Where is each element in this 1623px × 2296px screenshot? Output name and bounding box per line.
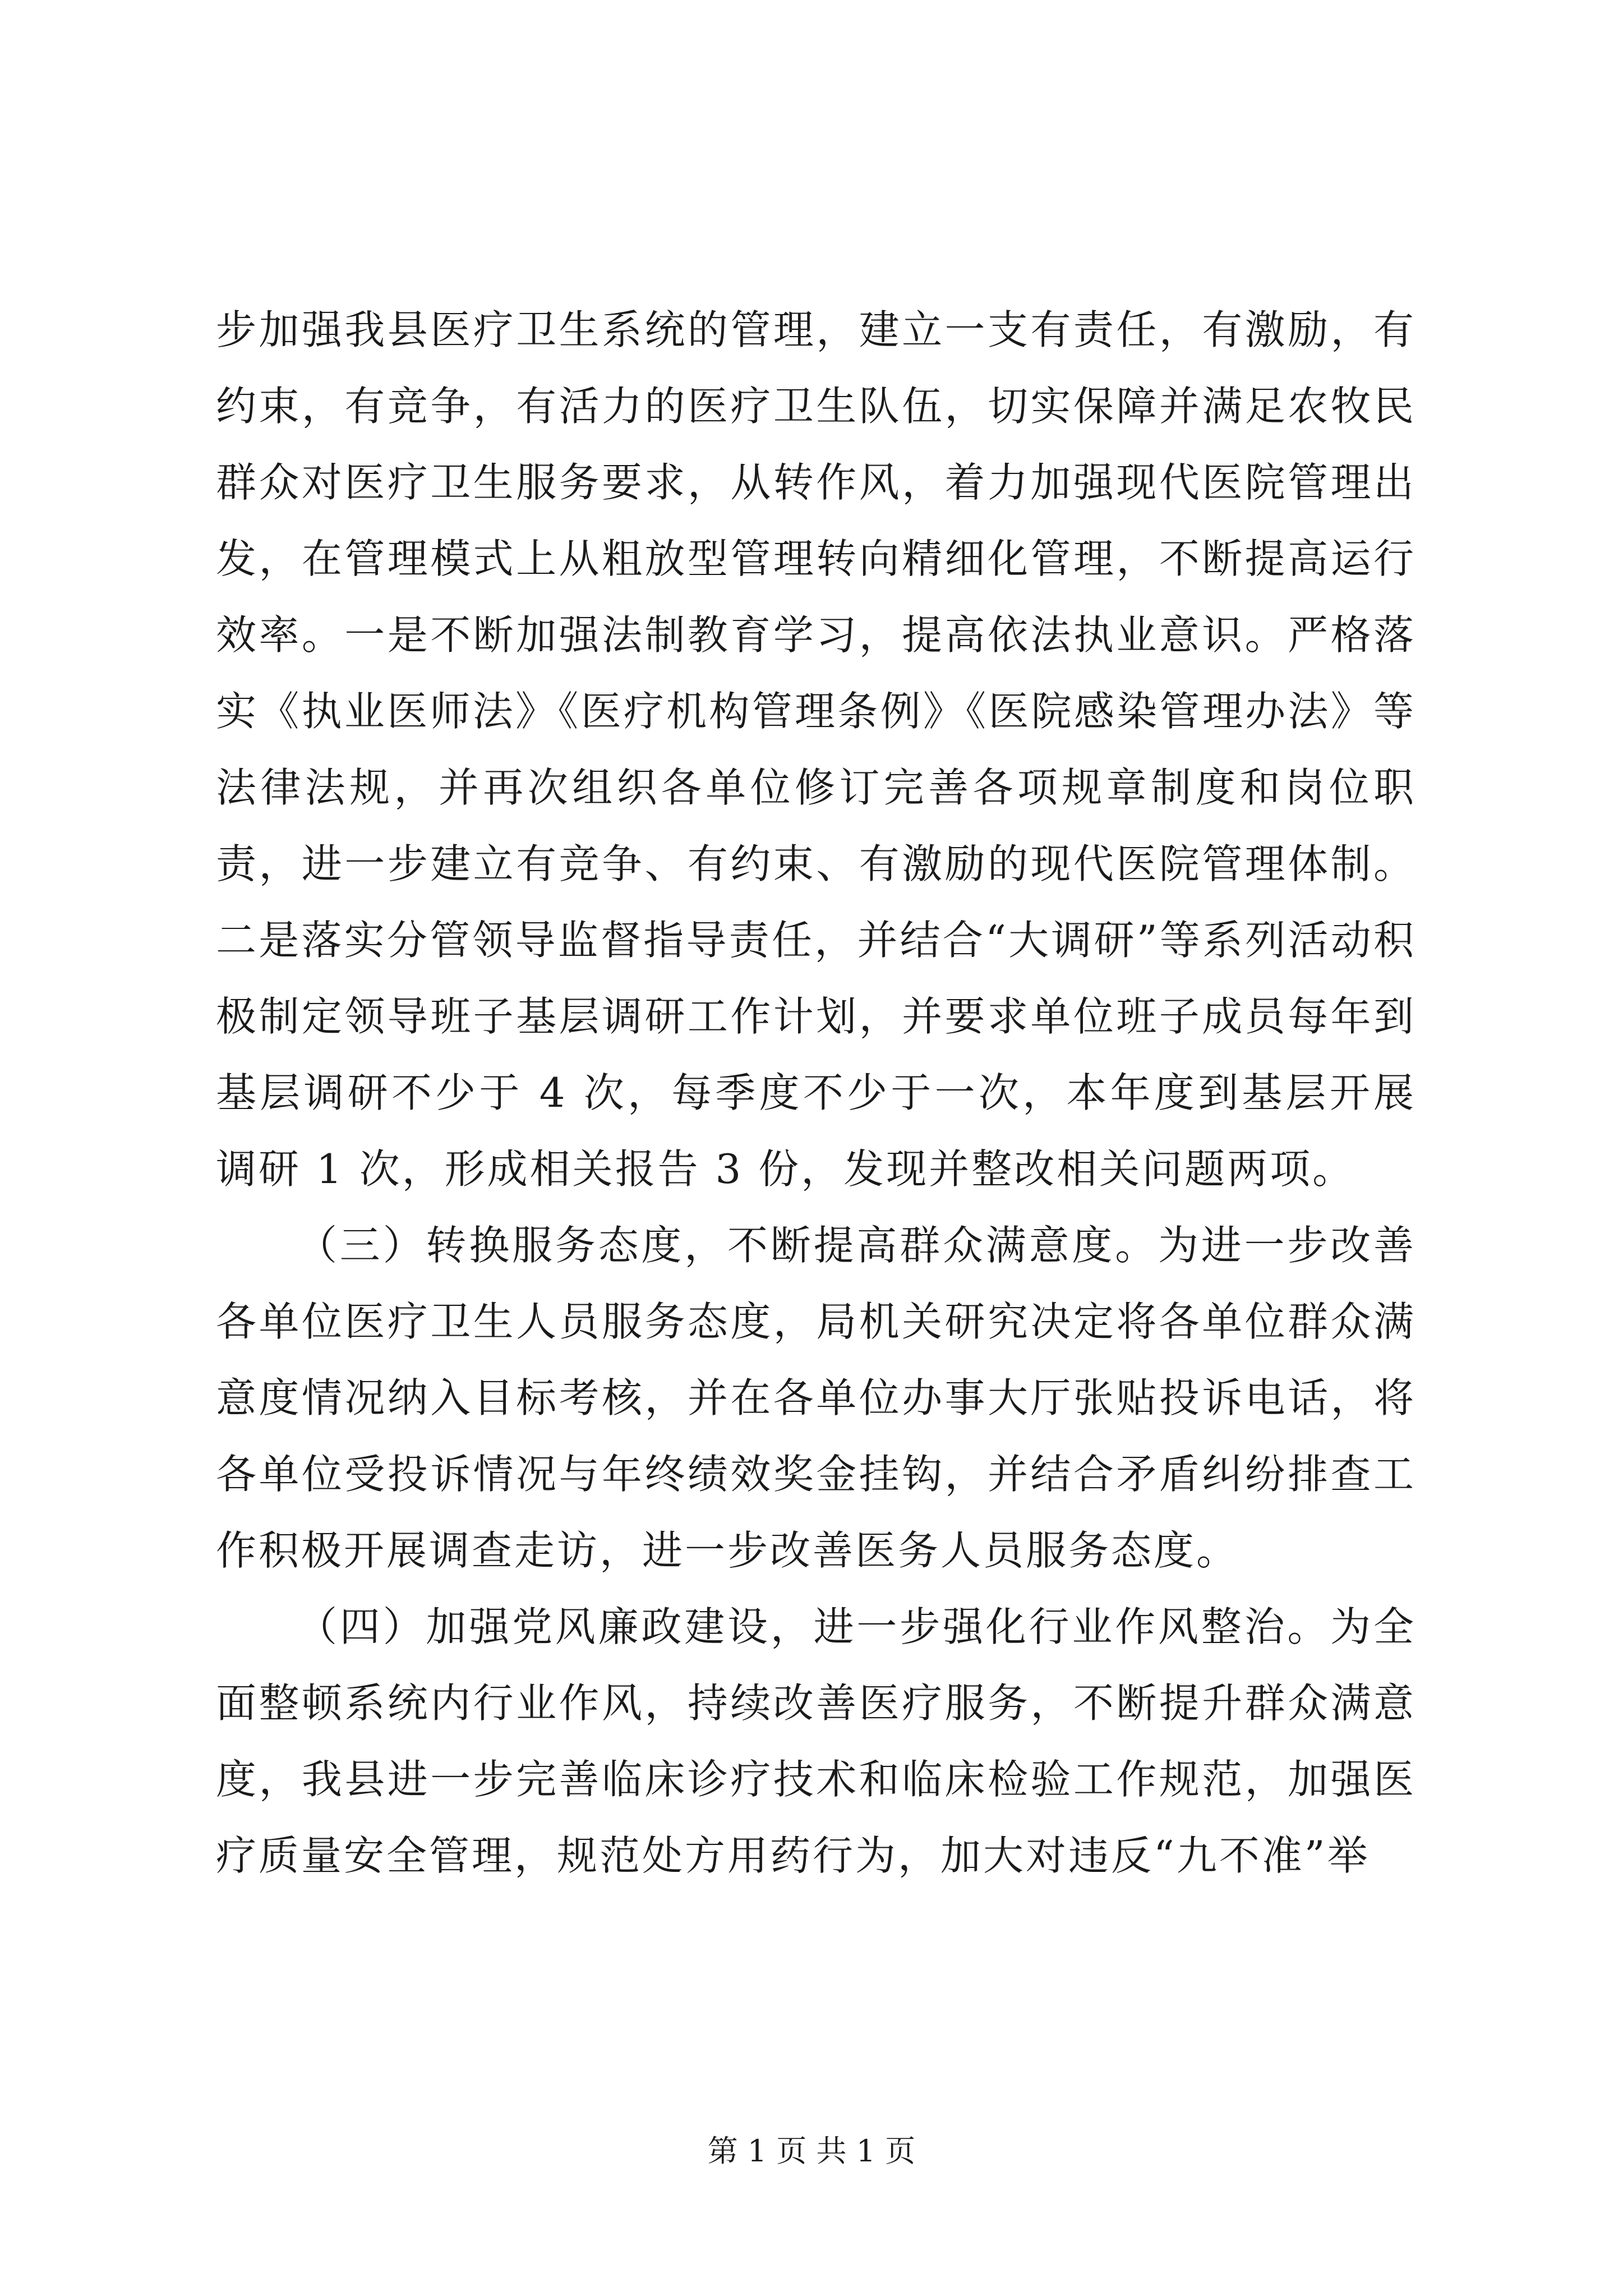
- page-footer: 第 1 页 共 1 页: [707, 2133, 916, 2169]
- paragraph-section-3: （三）转换服务态度，不断提高群众满意度。为进一步改善各单位医疗卫生人员服务态度，局机关研究决定将各单位群众满意度情况纳入目标考核，并在各单位办事大厅张贴投诉电话，将各单位受投诉情况与年终绩效奖金挂钩，并结合矛盾纠纷排查工作积极开展调查走访，进一步改善医务人员服务态度。: [216, 1222, 1416, 1574]
- paragraph-section-4: （四）加强党风廉政建设，进一步强化行业作风整治。为全面整顿系统内行业作风，持续改善医疗服务，不断提升群众满意度，我县进一步完善临床诊疗技术和临床检验工作规范，加强医疗质量安全管理，规范处方用药行为，加大对违反“九不准”举: [216, 1603, 1416, 1879]
- paragraph-continuation: 步加强我县医疗卫生系统的管理，建立一支有责任，有激励，有约束，有竞争，有活力的医疗卫生队伍，切实保障并满足农牧民群众对医疗卫生服务要求，从转作风，着力加强现代医院管理出发，在管理模式上从粗放型管理转向精细化管理，不断提高运行效率。一是不断加强法制教育学习，提高依法执业意识。严格落实《执业医师法》《医疗机构管理条例》《医院感染管理办法》等法律法规，并再次组织各单位修订完善各项规章制度和岗位职责，进一步建立有竞争、有约束、有激励的现代医院管理体制。二是落实分管领导监督指导责任，并结合“大调研”等系列活动积极制定领导班子基层调研工作计划，并要求单位班子成员每年到基层调研不少于 4 次，每季度不少于一次，本年度到基层开展调研 1 次，形成相关报告 3 份，发现并整改相关问题两项。: [216, 306, 1416, 1193]
- document-body: [216, 292, 1416, 1894]
